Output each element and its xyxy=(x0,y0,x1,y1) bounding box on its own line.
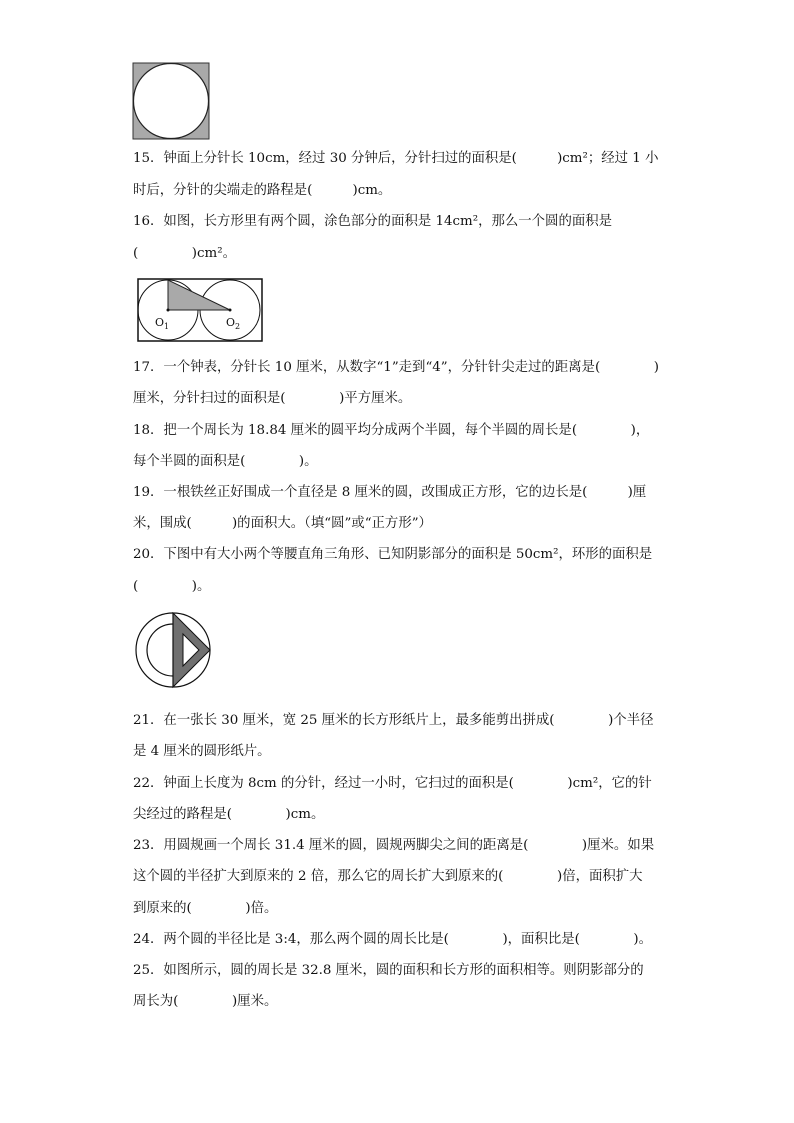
q24-line1: 24．两个圆的半径比是 3:4，那么两个圆的周长比是( )，面积比是( )。 xyxy=(133,932,653,947)
label-o2: $O_2$ xyxy=(226,316,241,331)
q19-line1: 19．一根铁丝正好围成一个直径是 8 厘米的圆，改围成正方形，它的边长是( )厘 xyxy=(133,485,647,500)
q21-line1: 21．在一张长 30 厘米，宽 25 厘米的长方形纸片上，最多能剪出拼成( )个半径 xyxy=(133,713,654,728)
shaded-band xyxy=(173,613,210,687)
q17-line1: 17．一个钟表，分针长 10 厘米，从数字“1”走到“4”，分针针尖走过的距离是( ) xyxy=(133,360,659,375)
two-circles-rectangle-figure xyxy=(136,276,266,346)
center-dot-o2 xyxy=(229,309,232,312)
q25-line2: 周长为( )厘米。 xyxy=(133,994,278,1009)
q20-line2: ( )。 xyxy=(133,579,211,594)
inscribed-circle xyxy=(134,64,209,139)
q22-line2: 尖经过的路程是( )cm。 xyxy=(133,807,325,822)
q23-line1: 23．用圆规画一个周长 31.4 厘米的圆，圆规两脚尖之间的距离是( )厘米。如果 xyxy=(133,838,655,853)
q22-line1: 22．钟面上长度为 8cm 的分针，经过一小时，它扫过的面积是( )cm²，它的针 xyxy=(133,776,652,791)
shaded-triangle xyxy=(168,280,230,310)
q25-line1: 25．如图所示，圆的周长是 32.8 厘米，圆的面积和长方形的面积相等。则阴影部分的 xyxy=(133,963,644,978)
q21-line2: 是 4 厘米的圆形纸片。 xyxy=(133,744,271,759)
q17-line2: 厘米，分针扫过的面积是( )平方厘米。 xyxy=(133,391,412,406)
q15-line1: 15．钟面上分针长 10cm，经过 30 分钟后，分针扫过的面积是( )cm²；经过 1 小 xyxy=(133,151,659,166)
q18-line2: 每个半圆的面积是( )。 xyxy=(133,454,318,469)
center-dot-o1 xyxy=(167,309,170,312)
q23-line3: 到原来的( )倍。 xyxy=(133,901,278,916)
label-o1: $O_1$ xyxy=(155,316,170,331)
q18-line1: 18．把一个周长为 18.84 厘米的圆平均分成两个半圆，每个半圆的周长是( )， xyxy=(133,423,650,438)
q16-line2: ( )cm²。 xyxy=(133,246,236,261)
q19-line2: 米，围成( )的面积大。（填“圆”或“正方形”） xyxy=(133,516,432,531)
square-circle-figure xyxy=(132,62,211,141)
q16-line1: 16．如图，长方形里有两个圆，涂色部分的面积是 14cm²，那么一个圆的面积是 xyxy=(133,214,613,229)
q23-line2: 这个圆的半径扩大到原来的 2 倍，那么它的周长扩大到原来的( )倍，面积扩大 xyxy=(133,869,643,884)
ring-triangles-figure xyxy=(135,612,215,692)
q15-line2: 时后，分针的尖端走的路程是( )cm。 xyxy=(133,183,392,198)
q20-line1: 20．下图中有大小两个等腰直角三角形、已知阴影部分的面积是 50cm²，环形的面积是 xyxy=(133,547,653,562)
